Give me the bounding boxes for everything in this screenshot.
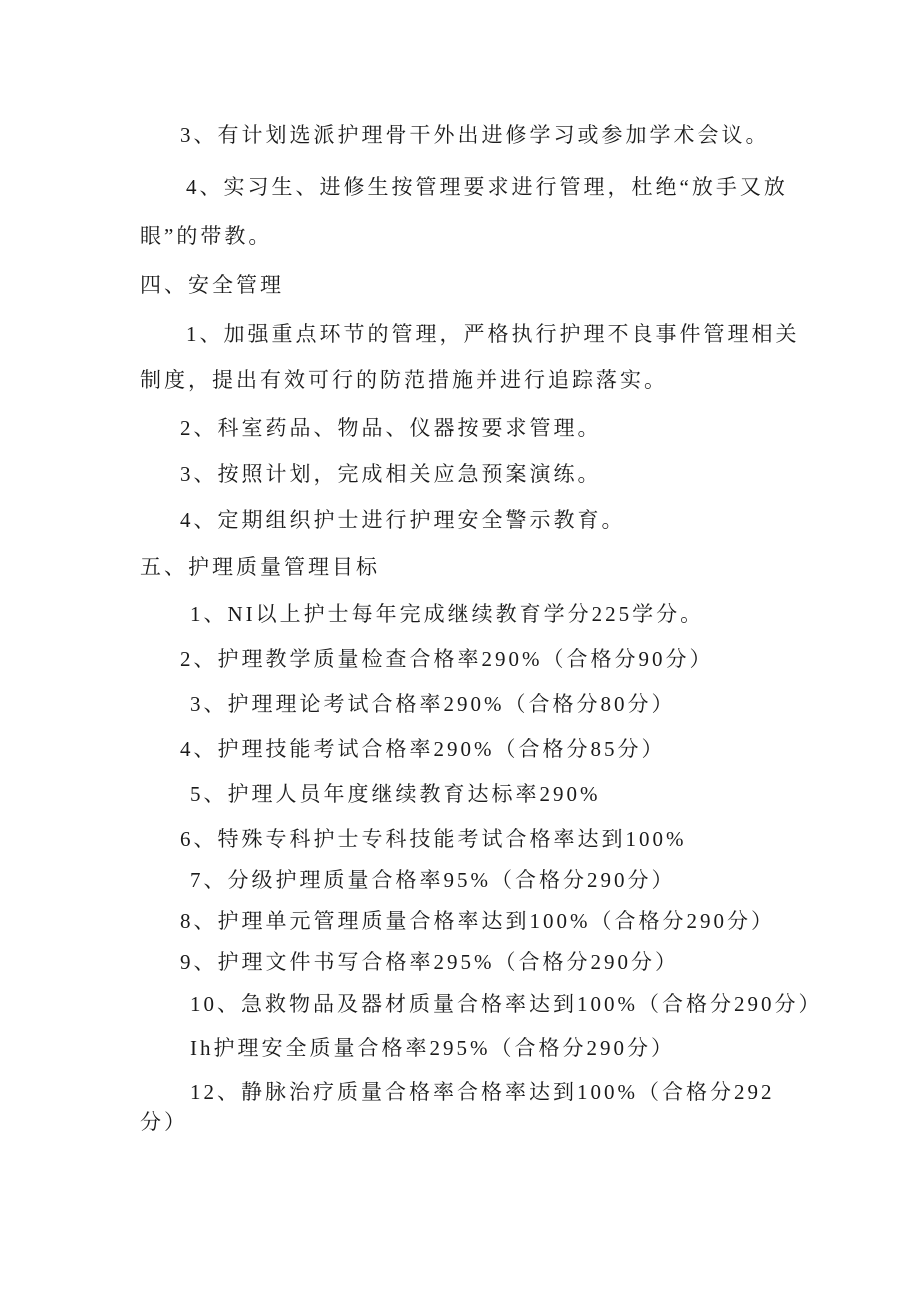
goal-item-2: 2、护理教学质量检查合格率290%（合格分90分） xyxy=(180,647,714,671)
goal-item-10: 10、急救物品及器材质量合格率达到100%（合格分290分） xyxy=(190,992,823,1016)
goal-item-8: 8、护理单元管理质量合格率达到100%（合格分290分） xyxy=(180,909,775,933)
line-key-link-management: 1、加强重点环节的管理，严格执行护理不良事件管理相关 xyxy=(186,322,800,346)
line-training-selection: 3、有计划选派护理骨干外出进修学习或参加学术会议。 xyxy=(180,123,770,147)
goal-item-6: 6、特殊专科护士专科技能考试合格率达到100% xyxy=(180,827,687,851)
line-key-link-management-cont: 制度，提出有效可行的防范措施并进行追踪落实。 xyxy=(140,368,668,392)
goal-item-12-cont: 分） xyxy=(140,1110,188,1134)
line-intern-management: 4、实习生、进修生按管理要求进行管理，杜绝“放手又放 xyxy=(186,175,788,199)
line-safety-education: 4、定期组织护士进行护理安全警示教育。 xyxy=(180,508,626,532)
goal-item-4: 4、护理技能考试合格率290%（合格分85分） xyxy=(180,737,666,761)
goal-item-11: Ih护理安全质量合格率295%（合格分290分） xyxy=(190,1036,675,1060)
goal-item-12: 12、静脉治疗质量合格率合格率达到100%（合格分292 xyxy=(190,1080,775,1104)
line-emergency-drill: 3、按照计划，完成相关应急预案演练。 xyxy=(180,462,602,486)
section-heading-quality-goals: 五、护理质量管理目标 xyxy=(140,555,380,579)
line-drug-management: 2、科室药品、物品、仪器按要求管理。 xyxy=(180,416,602,440)
goal-item-9: 9、护理文件书写合格率295%（合格分290分） xyxy=(180,950,679,974)
goal-item-5: 5、护理人员年度继续教育达标率290% xyxy=(190,782,601,806)
line-intern-management-cont: 眼”的带教。 xyxy=(140,224,273,248)
goal-item-1: 1、NI以上护士每年完成继续教育学分225学分。 xyxy=(190,602,705,626)
goal-item-3: 3、护理理论考试合格率290%（合格分80分） xyxy=(190,692,676,716)
goal-item-7: 7、分级护理质量合格率95%（合格分290分） xyxy=(190,868,676,892)
section-heading-safety: 四、安全管理 xyxy=(140,273,284,297)
